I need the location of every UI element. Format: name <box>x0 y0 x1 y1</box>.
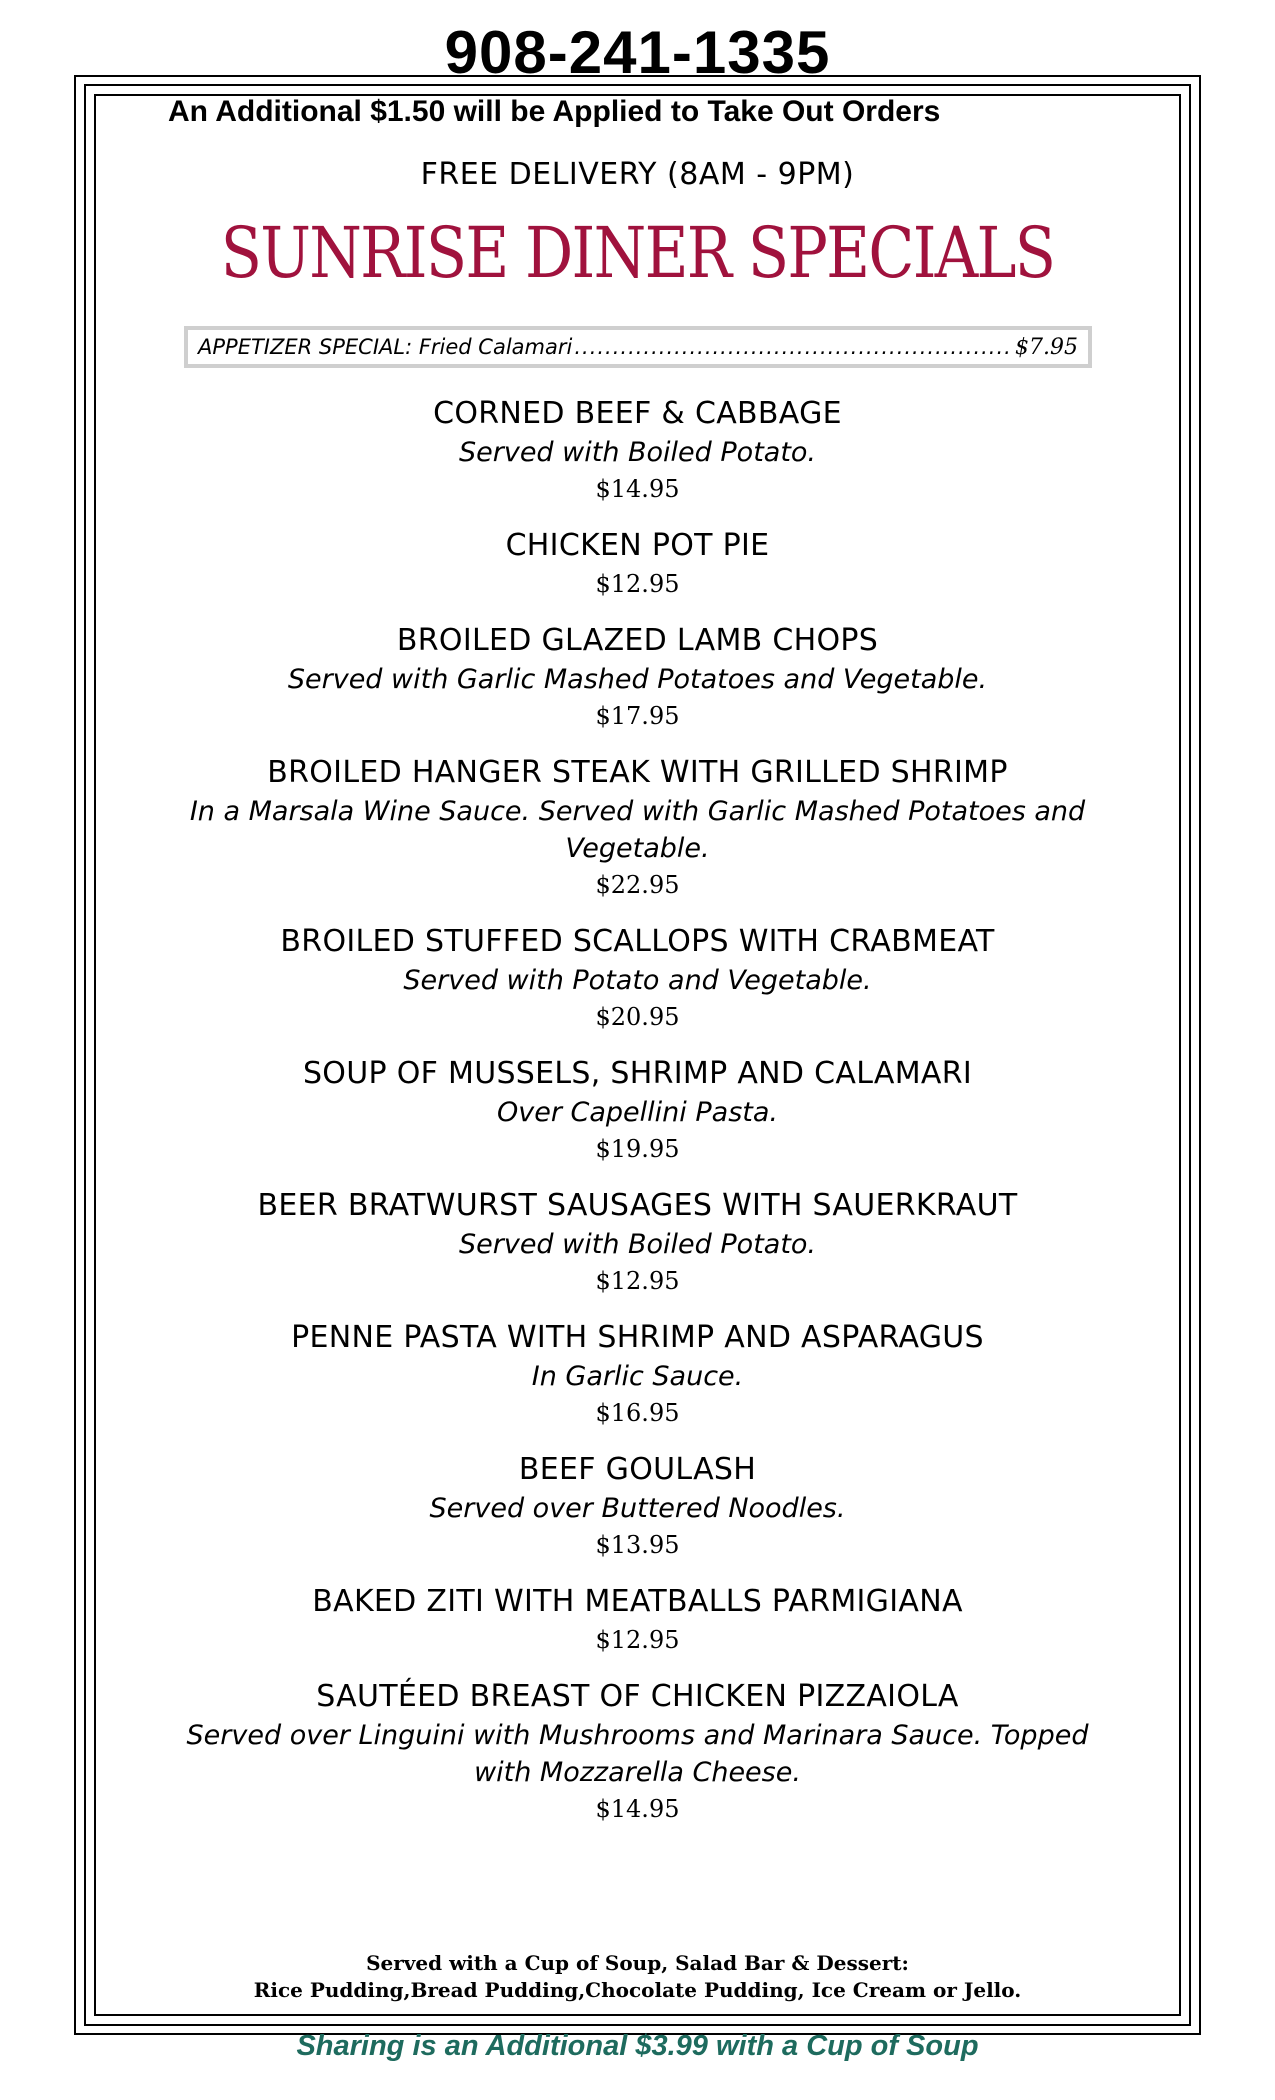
included-note <box>0 1950 1275 2004</box>
menu-item <box>160 1677 1115 1827</box>
menu-item-price: $20.95 <box>595 1003 680 1031</box>
menu-item <box>160 1186 1115 1299</box>
menu-item-description: Served with Boiled Potato. <box>458 437 817 468</box>
menu-item-price: $19.95 <box>595 1135 680 1163</box>
appetizer-price: $7.95 <box>1015 334 1078 360</box>
delivery-hours: FREE DELIVERY (8AM - 9PM) <box>420 157 855 192</box>
menu-item-price: $12.95 <box>595 570 680 598</box>
menu-item <box>160 394 1115 507</box>
menu-item-price: $16.95 <box>595 1399 680 1427</box>
menu-item <box>160 1318 1115 1431</box>
appetizer-special <box>184 326 1092 368</box>
menu-item-description: In a Marsala Wine Sauce. Served with Garlic Mashed Potatoes and Vegetable. <box>189 796 1086 864</box>
menu-item <box>160 1582 1115 1658</box>
menu-item <box>160 753 1115 903</box>
sharing-note: Sharing is an Additional $3.99 with a Cup of Soup <box>296 2030 979 2062</box>
menu-item-name: BEER BRATWURST SAUSAGES WITH SAUERKRAUT <box>257 1188 1018 1223</box>
menu-item-price: $12.95 <box>595 1267 680 1295</box>
menu-item <box>160 621 1115 734</box>
menu-item-name: BAKED ZITI WITH MEATBALLS PARMIGIANA <box>312 1584 963 1619</box>
menu-item-price: $13.95 <box>595 1531 680 1559</box>
menu-item-name: BROILED HANGER STEAK WITH GRILLED SHRIMP <box>267 755 1008 790</box>
menu-item <box>160 526 1115 602</box>
menu-item-price: $17.95 <box>595 702 680 730</box>
menu-item-name: BROILED STUFFED SCALLOPS WITH CRABMEAT <box>280 924 995 959</box>
menu-item-description: Served with Boiled Potato. <box>458 1229 817 1260</box>
menu-item-price: $22.95 <box>595 871 680 899</box>
appetizer-label: APPETIZER SPECIAL: Fried Calamari <box>198 335 573 359</box>
menu-item-name: SOUP OF MUSSELS, SHRIMP AND CALAMARI <box>302 1056 973 1091</box>
menu-item <box>160 922 1115 1035</box>
menu-item-description: Served over Linguini with Mushrooms and Marinara Sauce. Topped with Mozzarella Cheese. <box>186 1720 1089 1788</box>
menu-item-description: Served over Buttered Noodles. <box>429 1493 846 1524</box>
phone-number: 908-241-1335 <box>444 19 831 86</box>
included-line-1: Served with a Cup of Soup, Salad Bar & Dessert: <box>366 1951 909 1975</box>
menu-item-name: BROILED GLAZED LAMB CHOPS <box>396 623 879 658</box>
menu-item-description: Served with Garlic Mashed Potatoes and Vegetable. <box>287 664 988 695</box>
dot-leader <box>574 335 1013 359</box>
menu-item-price: $14.95 <box>595 1795 680 1823</box>
menu-item <box>160 1450 1115 1563</box>
menu-item-description: Over Capellini Pasta. <box>497 1097 778 1128</box>
menu-item-description: Served with Potato and Vegetable. <box>403 965 872 996</box>
menu-item-name: CHICKEN POT PIE <box>505 528 770 563</box>
menu-item-name: CORNED BEEF & CABBAGE <box>433 396 842 431</box>
menu-item-name: PENNE PASTA WITH SHRIMP AND ASPARAGUS <box>291 1320 984 1355</box>
takeout-note: An Additional $1.50 will be Applied to Take Out Orders <box>168 95 941 128</box>
included-line-2: Rice Pudding,Bread Pudding,Chocolate Pudding, Ice Cream or Jello. <box>253 1978 1022 2002</box>
specials-list <box>160 394 1115 1846</box>
menu-item-price: $14.95 <box>595 475 680 503</box>
menu-item <box>160 1054 1115 1167</box>
menu-title: SUNRISE DINER SPECIALS <box>220 212 1055 294</box>
menu-item-name: BEEF GOULASH <box>518 1452 757 1487</box>
menu-item-price: $12.95 <box>595 1626 680 1654</box>
menu-item-description: In Garlic Sauce. <box>531 1361 744 1392</box>
menu-item-name: SAUTÉED BREAST OF CHICKEN PIZZAIOLA <box>316 1679 959 1714</box>
